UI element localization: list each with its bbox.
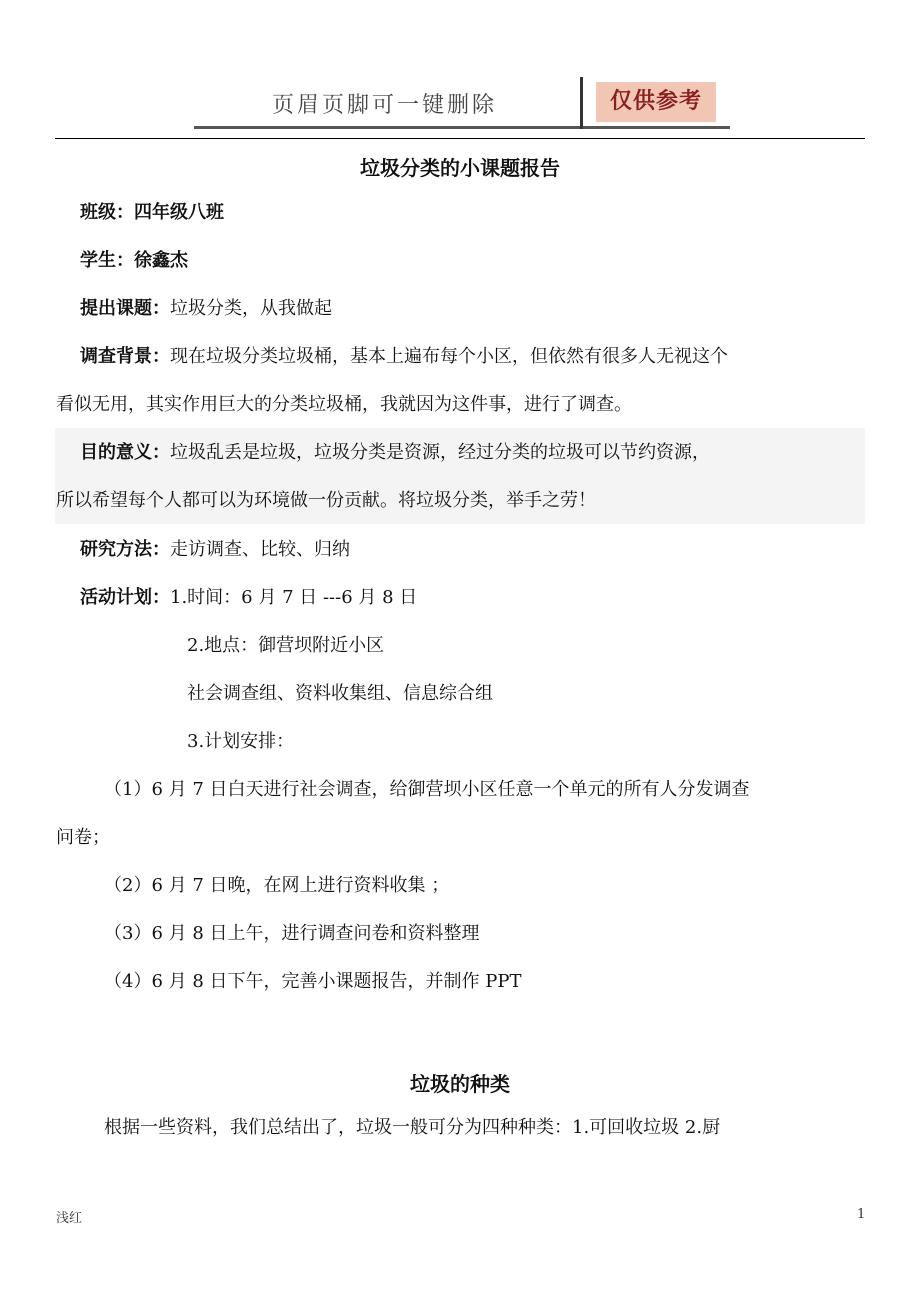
class-line [80, 200, 224, 226]
background-line-2: 看似无用，其实作用巨大的分类垃圾桶，我就因为这件事，进行了调查。 [56, 394, 632, 415]
header-rule [55, 138, 865, 139]
background-label: 调查背景： [80, 346, 170, 367]
plan-place: 2.地点：御营坝附近小区 [187, 635, 385, 656]
background-text-1: 现在垃圾分类垃圾桶，基本上遍布每个小区，但依然有很多人无视这个 [170, 346, 728, 367]
reference-stamp: 仅供参考 [596, 82, 716, 122]
topic-line [80, 296, 332, 322]
class-label: 班级： [80, 202, 134, 223]
class-value: 四年级八班 [134, 202, 224, 223]
topic-label: 提出课题： [80, 298, 170, 319]
purpose-line-2: 所以希望每个人都可以为环境做一份贡献。将垃圾分类，举手之劳！ [56, 490, 596, 511]
method-label: 研究方法： [80, 539, 170, 560]
plan-item-3: （3）6 月 8 日上午，进行调查问卷和资料整理 [104, 923, 480, 944]
plan-item-1-line-2: 问卷； [56, 827, 110, 848]
plan-item-1-line-1: （1）6 月 7 日白天进行社会调查，给御营坝小区任意一个单元的所有人分发调查 [104, 779, 750, 800]
purpose-text-1: 垃圾乱丢是垃圾，垃圾分类是资源，经过分类的垃圾可以节约资源， [170, 442, 710, 463]
section-intro: 根据一些资料，我们总结出了，垃圾一般可分为四种种类：1.可回收垃圾 2.厨 [104, 1117, 721, 1138]
header-divider [580, 77, 583, 129]
plan-item-2: （2）6 月 7 日晚，在网上进行资料收集 ； [104, 875, 450, 896]
plan-time: 1.时间：6 月 7 日 ---6 月 8 日 [170, 587, 418, 608]
plan-groups: 社会调查组、资料收集组、信息综合组 [187, 683, 493, 704]
plan-arrangement: 3.计划安排： [187, 731, 295, 752]
plan-line [80, 585, 417, 611]
page-number: 1 [857, 1207, 866, 1222]
student-label: 学生： [80, 250, 134, 271]
background-line-1 [80, 344, 728, 370]
header-underline [194, 126, 730, 129]
footer-label: 浅红 [56, 1211, 83, 1226]
document-title: 垃圾分类的小课题报告 [360, 156, 560, 180]
plan-item-4: （4）6 月 8 日下午，完善小课题报告，并制作 PPT [104, 971, 522, 992]
student-line [80, 248, 188, 274]
purpose-label: 目的意义： [80, 442, 170, 463]
topic-value: 垃圾分类，从我做起 [170, 298, 332, 319]
student-value: 徐鑫杰 [134, 250, 188, 271]
header-text: 页眉页脚可一键删除 [272, 93, 498, 118]
section-title-garbage-types: 垃圾的种类 [410, 1072, 510, 1096]
plan-label: 活动计划： [80, 587, 170, 608]
method-value: 走访调查、比较、归纳 [170, 539, 350, 560]
purpose-line-1 [80, 440, 710, 466]
method-line [80, 537, 350, 563]
